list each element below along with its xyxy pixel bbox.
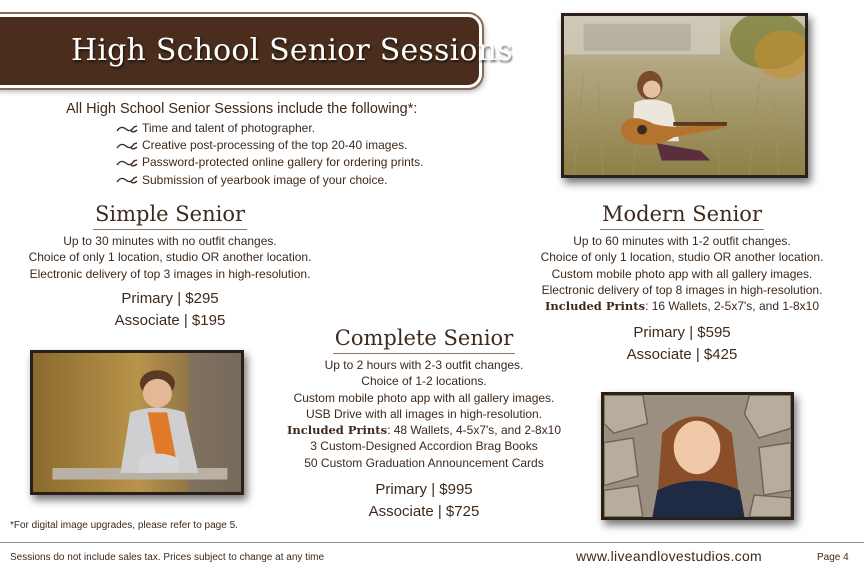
page-number: Page 4 — [817, 552, 849, 563]
package-features — [10, 233, 330, 282]
photo-boy-bench-icon — [33, 353, 241, 492]
intro-heading: All High School Senior Sessions include the following*: — [66, 101, 418, 117]
price-associate: Associate | $195 — [114, 311, 226, 329]
price-associate: Associate | $425 — [626, 346, 738, 364]
included-prints-value: : 16 Wallets, 2-5x7's, and 1-8x10 — [645, 299, 820, 314]
page-title: High School Senior Sessions — [71, 33, 513, 68]
list-item: USB Drive with all images in high-resolution. — [305, 406, 543, 421]
footer-disclaimer: Sessions do not include sales tax. Prices subject to change at any time — [10, 552, 325, 563]
included-prints-value: : 48 Wallets, 4-5x7's, and 2-8x10 — [387, 423, 562, 438]
swirl-bullet-icon — [116, 141, 138, 151]
price-primary: Primary | $995 — [375, 481, 473, 499]
package-prices — [264, 479, 584, 523]
footnote: *For digital image upgrades, please refer to page 5. — [10, 520, 238, 531]
list-item: Up to 60 minutes with 1-2 outfit changes. — [573, 234, 791, 248]
package-title: Modern Senior — [600, 201, 764, 230]
price-primary: Primary | $295 — [121, 289, 219, 307]
price-associate: Associate | $725 — [368, 503, 480, 521]
list-item: Up to 2 hours with 2-3 outfit changes. — [324, 358, 524, 372]
included-prints-label: Included Prints — [544, 299, 646, 314]
list-item — [116, 154, 486, 171]
list-item — [116, 137, 486, 154]
photo-guitar-field — [561, 13, 808, 178]
swirl-bullet-icon — [116, 158, 138, 168]
complete-senior-package — [264, 325, 584, 523]
list-item — [116, 172, 486, 189]
list-item: Choice of 1-2 locations. — [361, 374, 487, 389]
photo-girl-rocks — [601, 392, 794, 520]
package-features — [520, 233, 844, 314]
list-item — [520, 298, 844, 314]
included-prints-label: Included Prints — [286, 423, 388, 438]
footer-divider — [0, 542, 864, 543]
intro-item-text: Submission of yearbook image of your choice. — [142, 172, 388, 187]
intro-item-text: Password-protected online gallery for ordering prints. — [142, 155, 424, 170]
package-features — [264, 357, 584, 471]
intro-item-text: Creative post-processing of the top 20-40 images. — [142, 138, 408, 153]
price-primary: Primary | $595 — [633, 324, 731, 342]
footer-website: www.liveandlovestudios.com — [576, 548, 762, 564]
list-item: Choice of only 1 location, studio OR another location. — [540, 250, 824, 265]
list-item: 3 Custom-Designed Accordion Brag Books — [310, 439, 538, 454]
list-item: Electronic delivery of top 3 images in high-resolution. — [29, 266, 311, 281]
photo-guitar-field-icon — [564, 16, 805, 175]
list-item: Custom mobile photo app with all gallery images. — [293, 390, 555, 405]
list-item: Electronic delivery of top 8 images in high-resolution. — [541, 282, 823, 297]
list-item: Choice of only 1 location, studio OR another location. — [28, 250, 312, 265]
simple-senior-package — [10, 201, 330, 332]
list-item: Custom mobile photo app with all gallery images. — [551, 266, 813, 281]
intro-item-text: Time and talent of photographer. — [142, 121, 316, 135]
intro-section — [66, 100, 486, 189]
photo-girl-rocks-icon — [604, 395, 791, 517]
swirl-bullet-icon — [116, 175, 138, 185]
list-item: 50 Custom Graduation Announcement Cards — [304, 455, 544, 470]
package-title: Simple Senior — [93, 201, 247, 230]
package-title: Complete Senior — [333, 325, 516, 354]
intro-list — [116, 120, 486, 189]
photo-boy-bench — [30, 350, 244, 495]
title-banner — [0, 14, 513, 88]
list-item: Up to 30 minutes with no outfit changes. — [63, 234, 277, 248]
swirl-bullet-icon — [116, 124, 138, 134]
list-item — [116, 120, 486, 137]
list-item — [264, 422, 584, 438]
